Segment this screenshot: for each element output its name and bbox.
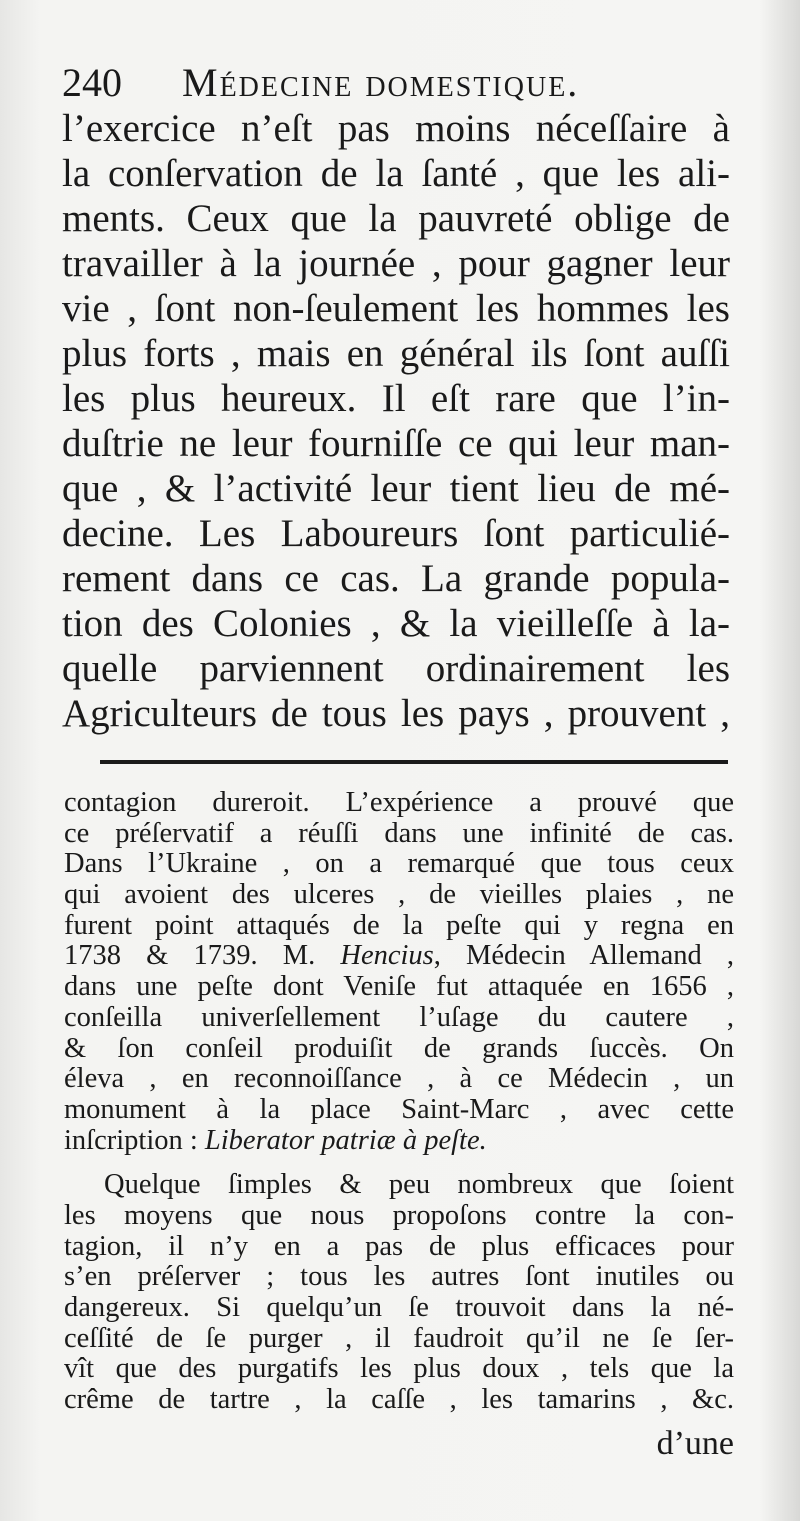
footnote-line: les moyens que nous propoſons contre la con-	[64, 1199, 734, 1231]
latin-inscription: Liberator patriæ à peſte.	[204, 1124, 487, 1156]
main-text	[62, 106, 730, 736]
text-line: les plus heureux. Il eſt rare que l’in-	[62, 377, 730, 420]
text-line: vie , ſont non-ſeulement les hommes les	[62, 287, 730, 330]
footnote-line: dans une peſte dont Veniſe fut attaquée en 1656 ,	[64, 971, 734, 1003]
footnote-line: tagion, il n’y en a pas de plus efficaces pour	[64, 1230, 734, 1262]
footnote-line: & ſon conſeil produiſit de grands ſuccès. On	[64, 1032, 734, 1064]
footnote-line: dangereux. Si quelqu’un ſe trouvoit dans la né-	[64, 1292, 734, 1323]
text-line: la conſervation de la ſanté , que les ali-	[62, 152, 730, 195]
text-line: l’exercice n’eſt pas moins néceſſaire à	[62, 107, 730, 150]
page-header	[62, 58, 742, 108]
footnote-line: qui avoient des ulceres , de vieilles plaies , ne	[64, 879, 734, 911]
text-line: duſtrie ne leur fourniſſe ce qui leur man-	[62, 422, 730, 465]
footnote-line-with-name	[64, 941, 734, 972]
page-number: 240	[62, 60, 122, 105]
footnote-line: ceſſité de ſe purger , il faudroit qu’il ne ſe ſer-	[64, 1322, 734, 1354]
catchword: d’une	[656, 1425, 734, 1462]
footnote	[64, 788, 734, 1416]
footnote-line: ce préſervatif a réuſſi dans une infinité de cas.	[64, 817, 734, 849]
footnote-separator-rule	[100, 760, 728, 764]
text-line: plus forts , mais en général ils ſont auſſi	[62, 332, 730, 375]
footnote-line: crême de tartre , la caſſe , les tamarins , &c.	[64, 1384, 734, 1416]
text-line: ments. Ceux que la pauvreté oblige de	[62, 197, 730, 240]
text-line: quelle parviennent ordinairement les	[62, 647, 730, 690]
text-line: Agriculteurs de tous les pays , prouvent ,	[62, 692, 730, 735]
footnote-line: éleva , en reconnoiſſance , à ce Médecin , un	[64, 1063, 734, 1095]
text-line: tion des Colonies , & la vieilleſſe à la-	[62, 602, 730, 645]
footnote-text: , Médecin Allemand ,	[433, 940, 734, 972]
text-line: travailler à la journée , pour gagner leur	[62, 242, 730, 285]
footnote-line: Dans l’Ukraine , on a remarqué que tous ceux	[64, 848, 734, 880]
footnote-line: furent point attaqués de la peſte qui y regna en	[64, 909, 734, 941]
footnote-line-inscription	[64, 1126, 734, 1157]
footnote-line: monument à la place Saint-Marc , avec cette	[64, 1093, 734, 1125]
footnote-line: vît que des purgatifs les plus doux , tels que la	[64, 1353, 734, 1385]
footnote-line: s’en préſerver ; tous les autres ſont inutiles ou	[64, 1261, 734, 1293]
footnote-text: inſcription :	[64, 1124, 198, 1156]
footnote-line: contagion dureroit. L’expérience a prouvé que	[64, 787, 734, 818]
physician-name: Hencius	[340, 940, 434, 972]
text-line: decine. Les Laboureurs ſont particulié-	[62, 512, 730, 555]
running-title: Médecine domestique.	[182, 60, 580, 105]
footnote-line: conſeilla univerſellement l’uſage du cautere ,	[64, 1001, 734, 1033]
footnote-line: Quelque ſimples & peu nombreux que ſoient	[104, 1169, 734, 1201]
text-line: que , & l’activité leur tient lieu de mé-	[62, 467, 730, 510]
footnote-text: 1738 & 1739. M.	[64, 940, 316, 972]
text-line: rement dans ce cas. La grande popula-	[62, 557, 730, 600]
